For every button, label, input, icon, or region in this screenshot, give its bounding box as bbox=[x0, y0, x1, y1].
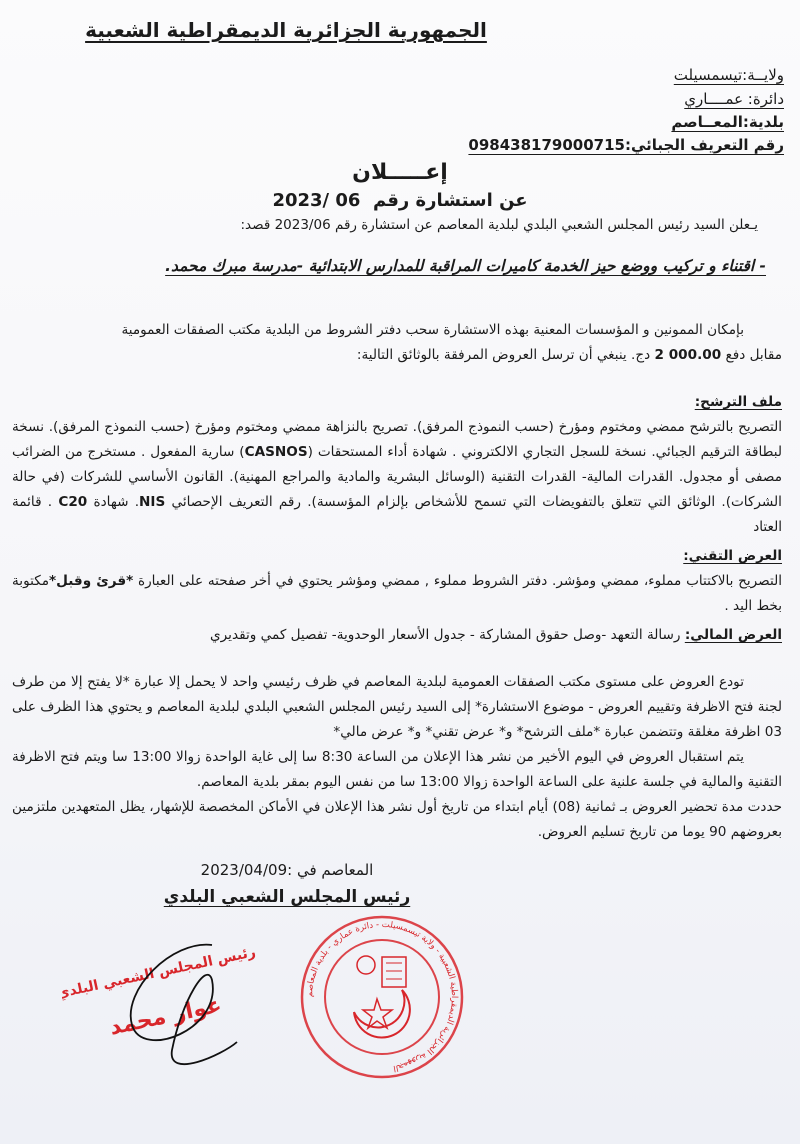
candidacy-text-part: ) سارية المفعول . مستخرج من الضرائب مصفى أو مجدول. القدرات المالية- القدرات التقنية (الوسائل البشرية والمادية والمراجع المهنية). القانون الأساسي للشركات (في حالة الشركات). الوثائق التي تتعلق بالتفويضات التي تسمح للأشخاص بإلزام المؤسسة). رقم التعريف الإحصائي bbox=[12, 444, 782, 510]
name-stamp-title: رئيس المجلس الشعبي البلدي bbox=[62, 944, 258, 1003]
nis-label: NIS bbox=[139, 494, 166, 510]
technical-offer-heading: العرض التقني: bbox=[683, 548, 782, 564]
candidacy-file-section bbox=[12, 390, 782, 540]
specifications-paragraph bbox=[12, 318, 782, 368]
c20-label: C20 bbox=[58, 494, 88, 510]
technical-offer-section bbox=[12, 544, 782, 619]
read-approved-phrase: *قرئ وقبل* bbox=[49, 573, 134, 589]
consultation-subject: - اقتناء و تركيب ووضع حيز الخدمة كاميرات المراقبة للمدارس الابتدائية -مدرسة مبرك محمد. bbox=[165, 257, 766, 275]
intro-line: يـعلن السيد رئيس المجلس الشعبي البلدي لبلدية المعاصم عن استشارة رقم 2023/06 قصد: bbox=[240, 217, 758, 233]
candidacy-file-heading: ملف الترشح: bbox=[694, 394, 782, 410]
technical-text-part: التصريح بالاكتتاب مملوء، ممضي ومؤشر. دفتر الشروط مملوء , ممضي ومؤشر يحتوي في أخر صفحته على العبارة bbox=[138, 573, 782, 589]
signature-block bbox=[12, 845, 782, 911]
tax-id-value: 098438179000715 bbox=[468, 136, 625, 154]
place-date-label: المعاصم في : bbox=[287, 861, 374, 879]
republic-heading: الجمهورية الجزائرية الديمقراطية الشعبية bbox=[85, 18, 487, 42]
financial-offer-text: رسالة التعهد -وصل حقوق المشاركة - جدول الأسعار الوحدوية- تفصيل كمي وتقديري bbox=[210, 627, 681, 643]
submission-section bbox=[12, 670, 782, 845]
financial-offer-section bbox=[12, 623, 782, 648]
consultation-number: 2023/ 06 bbox=[272, 190, 361, 211]
announcement-title: إعـــــلان bbox=[352, 160, 448, 185]
tax-id-line bbox=[468, 136, 784, 154]
payment-amount: 2 000.00 bbox=[654, 347, 722, 363]
daira-line: دائرة: عمــــاري bbox=[684, 90, 784, 108]
technical-text-part: مكتوبة بخط اليد . bbox=[12, 573, 782, 614]
wilaya-line: ولايــة:تيسمسيلت bbox=[673, 66, 784, 84]
technical-offer-text bbox=[12, 569, 782, 619]
seal-ring-text: الجمهورية الجزائرية الديمقراطية الشعبية - ولاية تيسمسيلت - دائرة عماري - بلدية المعاصم bbox=[304, 919, 460, 1074]
specifications-line-1: بإمكان الممونين و المؤسسات المعنية بهذه الاستشارة سحب دفتر الشروط من البلدية مكتب الصفقات العمومية bbox=[121, 322, 744, 338]
candidacy-text-part: . قائمة العتاد bbox=[12, 494, 782, 535]
candidacy-file-text bbox=[12, 415, 782, 540]
reception-paragraph: يتم استقبال العروض في اليوم الأخير من نشر هذا الإعلان من الساعة 8:30 سا إلى غاية الواحدة زوالا 13:00 سا ويتم فتح الاظرفة التقنية والمالية في جلسة علنية على الساعة الواحدة زوالا 13:00 سا من نفس اليوم بمقر بلدية المعاصم. bbox=[12, 749, 782, 790]
stamp-signature-graphic bbox=[62, 915, 482, 1085]
payment-label: مقابل دفع bbox=[725, 347, 782, 363]
casnos-label: CASNOS bbox=[244, 444, 308, 460]
consultation-number-line bbox=[0, 190, 800, 211]
announcement-body bbox=[12, 318, 782, 1085]
signatory-title: رئيس المجلس الشعبي البلدي bbox=[163, 887, 411, 907]
tax-id-label: رقم التعريف الجبائي: bbox=[624, 136, 784, 154]
baladia-line: بلدية:المعــاصم bbox=[671, 113, 784, 131]
signature-stamp-area bbox=[62, 915, 482, 1085]
official-round-seal bbox=[302, 917, 462, 1077]
submission-paragraph: تودع العروض على مستوى مكتب الصفقات العمومية لبلدية المعاصم في ظرف رئيسي واحد لا يحمل إلا عبارة *لا يفتح إلا من طرف لجنة فتح الاظرفة وتقييم العروض - موضوع الاستشارة* إلى السيد رئيس المجلس الشعبي البلدي لبلدية المعاصم و يحتوي هذا الظرف على 03 اظرفة مغلقة وتتضمن عبارة *ملف الترشح* و* عرض تقني* و* عرض مالي* bbox=[12, 674, 782, 740]
consultation-label: عن استشارة رقم bbox=[372, 190, 528, 211]
specifications-line-2 bbox=[12, 343, 782, 368]
candidacy-text-part: التصريح بالترشح ممضي ومختوم ومؤرخ (حسب النموذج المرفق). تصريح بالنزاهة ممضي ومختوم ومؤرخ (حسب النموذج المرفق). نسخة لبطاقة الترقيم الجبائي. نسخة للسجل التجاري الالكتروني . شهادة أداء المستحقات ( bbox=[12, 419, 782, 460]
document-date: 2023/04/09 bbox=[200, 861, 288, 879]
name-stamp-name: عوار محمد bbox=[107, 992, 224, 1041]
financial-offer-heading: العرض المالي: bbox=[684, 627, 782, 643]
documents-intro: دج. ينبغي أن ترسل العروض المرفقة بالوثائق التالية: bbox=[356, 347, 651, 363]
place-date-line bbox=[122, 857, 452, 883]
candidacy-text-part: . شهادة bbox=[93, 494, 140, 510]
signature-text bbox=[122, 857, 452, 911]
preparation-period-paragraph: حددت مدة تحضير العروض بـ ثمانية (08) أيام ابتداء من تاريخ أول نشر هذا الإعلان في الأماكن المخصصة للإشهار، يظل المتعهدين ملتزمين بعروضهم 90 يوما من تاريخ تسليم العروض. bbox=[12, 799, 782, 840]
